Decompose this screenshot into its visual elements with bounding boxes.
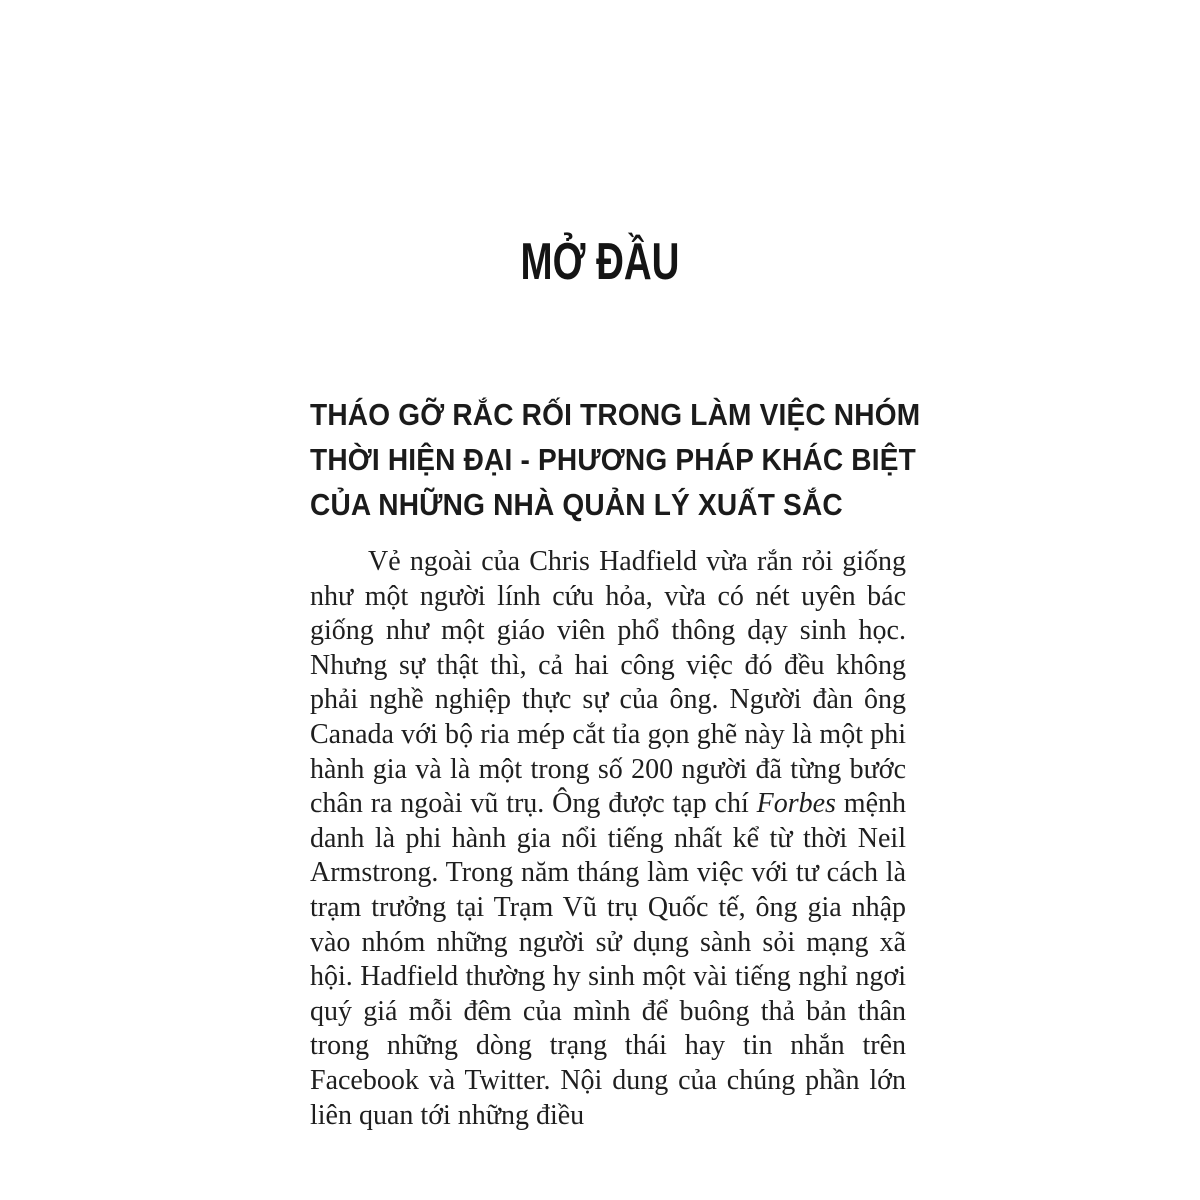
section-heading-line-2: THỜI HIỆN ĐẠI - PHƯƠNG PHÁP KHÁC BIỆT: [310, 443, 916, 477]
body-text: [310, 545, 906, 1133]
paragraph-segment-after: mệnh danh là phi hành gia nổi tiếng nhất kể từ thời Neil Armstrong. Trong năm tháng làm việc với tư cách là trạm trưởng tại Trạm Vũ trụ Quốc tế, ông gia nhập vào nhóm những người sử dụng sành sỏi mạng xã hội. Hadfield thường hy sinh một vài tiếng nghỉ ngơi quý giá mỗi đêm của mình để buông thả bản thân trong những dòng trạng thái hay tin nhắn trên Facebook và Twitter. Nội dung của chúng phần lớn liên quan tới những điều: [310, 788, 906, 1131]
section-heading: [310, 393, 921, 528]
paragraph: [310, 545, 906, 1133]
chapter-title: MỞ ĐẦU: [520, 233, 680, 291]
paragraph-segment-before: Vẻ ngoài của Chris Hadfield vừa rắn rỏi giống như một người lính cứu hỏa, vừa có nét uyên bác giống như một giáo viên phổ thông dạy sinh học. Nhưng sự thật thì, cả hai công việc đó đều không phải nghề nghiệp thực sự của ông. Người đàn ông Canada với bộ ria mép cắt tỉa gọn ghẽ này là một phi hành gia và là một trong số 200 người đã từng bước chân ra ngoài vũ trụ. Ông được tạp chí: [310, 546, 906, 820]
section-heading-line-1: THÁO GỠ RẮC RỐI TRONG LÀM VIỆC NHÓM: [310, 398, 921, 432]
section-heading-line-3: CỦA NHỮNG NHÀ QUẢN LÝ XUẤT SẮC: [310, 488, 843, 522]
paragraph-italic-word: Forbes: [756, 788, 836, 820]
